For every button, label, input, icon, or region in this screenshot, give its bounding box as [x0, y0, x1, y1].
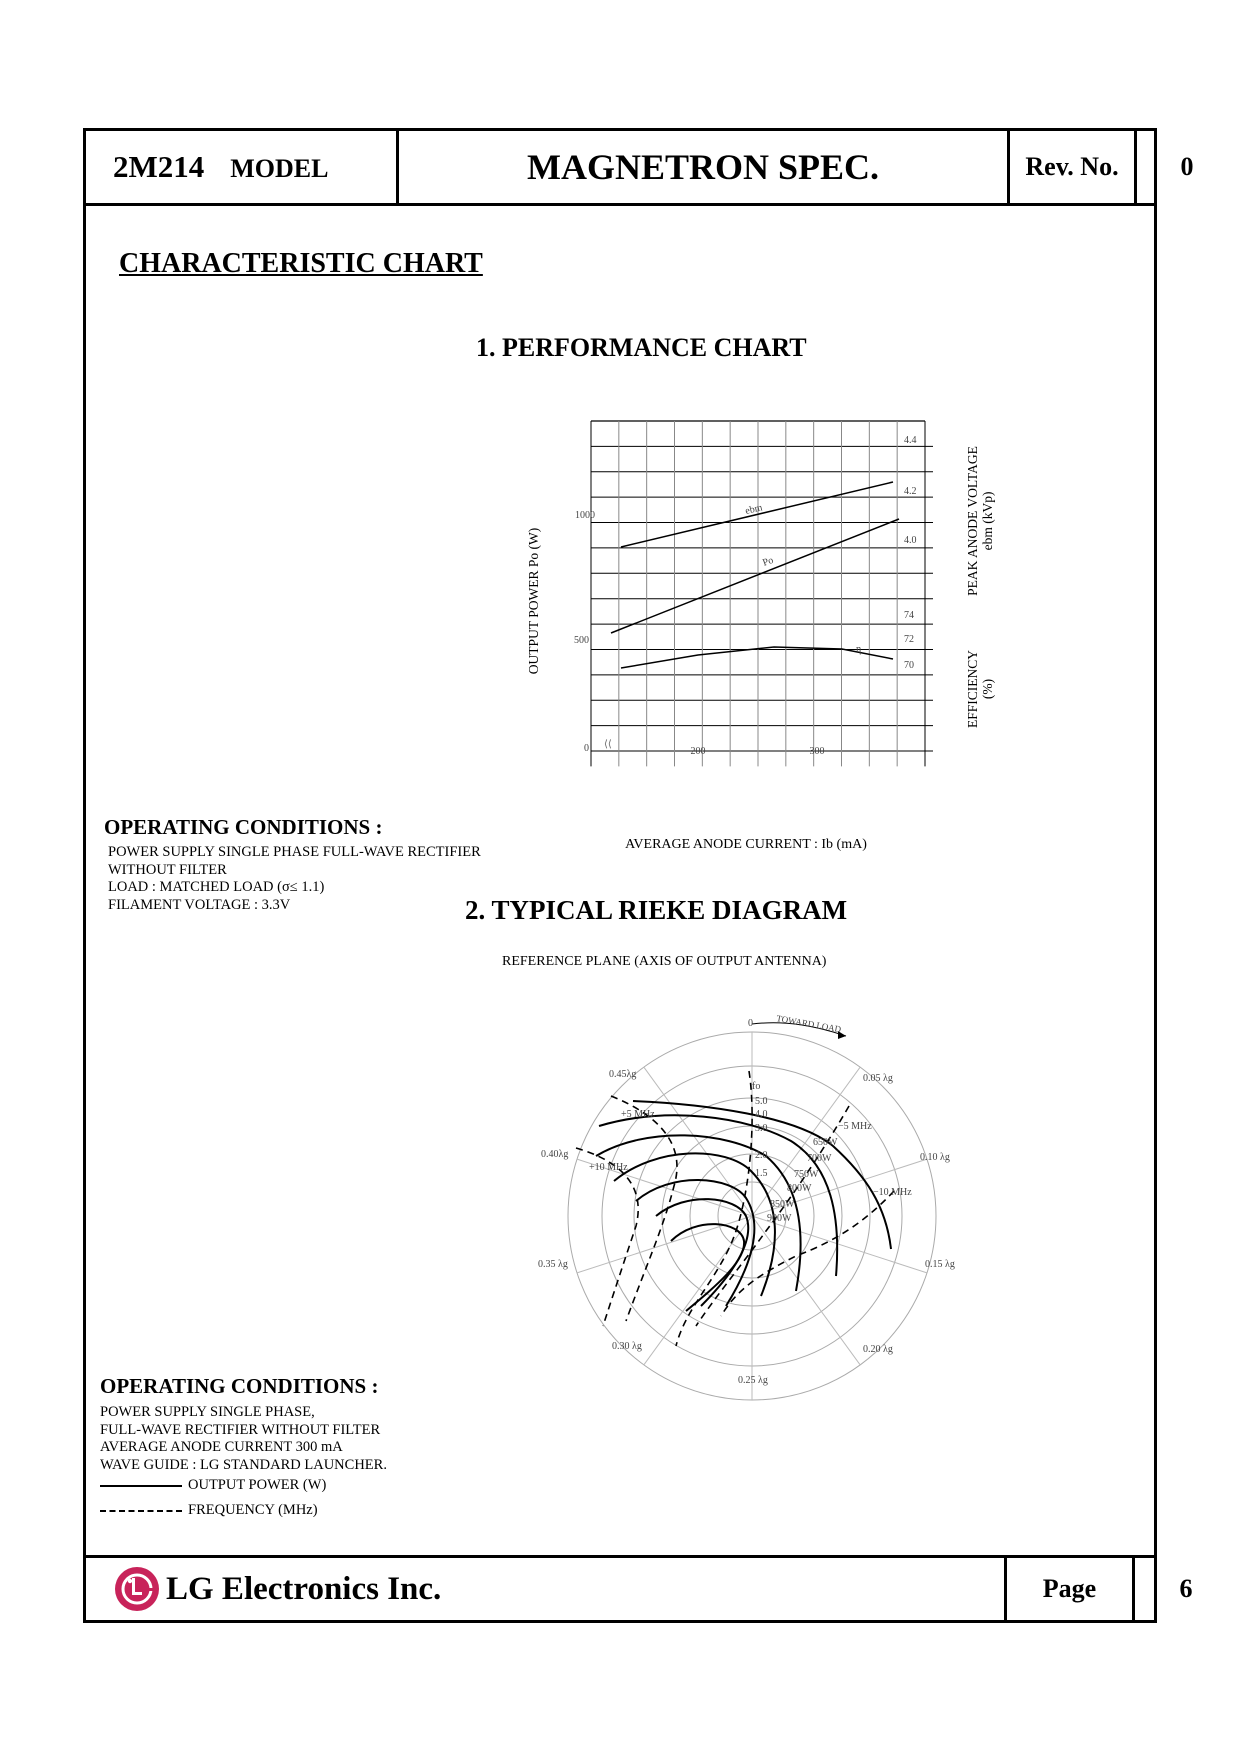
vswr-label: 5.0: [755, 1096, 768, 1107]
model-number: 2M214: [113, 149, 205, 184]
x-tick: 200: [690, 746, 706, 757]
rieke-top-zero: 0: [748, 1018, 753, 1029]
company-name: LG Electronics Inc.: [166, 1570, 442, 1607]
vswr-label: 4.0: [755, 1109, 768, 1120]
rev-value: 0: [1180, 152, 1194, 181]
section-title: CHARACTERISTIC CHART: [119, 248, 483, 279]
freq-label: −5 MHz: [838, 1121, 872, 1132]
rev-label: Rev. No.: [1025, 152, 1119, 181]
header-bar: [86, 131, 1194, 206]
y-right-tick: 72: [904, 634, 914, 645]
page-number: 6: [1179, 1574, 1193, 1603]
wavelength-label-010: 0.10 λg: [920, 1152, 950, 1163]
freq-label: +5 MHz: [621, 1109, 655, 1120]
performance-grid: [591, 421, 933, 766]
series-efficiency-line: [621, 647, 893, 668]
rieke-reference: REFERENCE PLANE (AXIS OF OUTPUT ANTENNA): [502, 954, 827, 969]
vswr-label: 2.0: [755, 1150, 768, 1161]
y-right-top-label-1: PEAK ANODE VOLTAGE: [965, 446, 980, 596]
y-right-tick: 4.4: [904, 435, 917, 446]
op2-lines: [100, 1404, 387, 1474]
op1-title: OPERATING CONDITIONS :: [104, 815, 383, 839]
page-value-cell: [1135, 1558, 1237, 1620]
op1-lines: [108, 844, 481, 914]
company-cell: [114, 1558, 714, 1620]
series-po-line: [611, 519, 899, 633]
doc-title: MAGNETRON SPEC.: [526, 147, 880, 187]
rieke-heading: 2. TYPICAL RIEKE DIAGRAM: [465, 895, 848, 925]
x-tick: 300: [809, 746, 825, 757]
y-left-axis-label: OUTPUT POWER Po (W): [526, 527, 541, 675]
axis-break-mark: ⟨⟨: [604, 739, 612, 750]
op1-line: LOAD : MATCHED LOAD (σ≤ 1.1): [108, 879, 325, 895]
legend-solid-line: [100, 1485, 182, 1487]
legend-dashed-line: [100, 1510, 182, 1512]
performance-heading: 1. PERFORMANCE CHART: [476, 333, 807, 362]
vswr-label: 1.5: [755, 1168, 768, 1179]
wavelength-label-040: 0.40λg: [541, 1149, 569, 1160]
x-origin-tick: 0: [584, 743, 589, 754]
legend-output-power: [100, 1477, 326, 1495]
x-axis-label: AVERAGE ANODE CURRENT : Ib (mA): [625, 837, 867, 852]
power-label: 700W: [807, 1153, 832, 1164]
op2-line: FULL-WAVE RECTIFIER WITHOUT FILTER: [100, 1421, 381, 1438]
y-left-tick: 500: [574, 635, 589, 646]
y-right-tick: 70: [904, 660, 914, 671]
rev-value-cell: [1137, 131, 1237, 203]
freq-contour-plus5: [611, 1096, 677, 1321]
power-label: 850W: [770, 1199, 795, 1210]
title-cell: [399, 131, 1007, 203]
series-efficiency-label: η: [856, 644, 862, 655]
y-right-bottom-label-2: (%): [980, 678, 995, 700]
y-right-bottom-label-1: EFFICIENCY: [965, 649, 980, 729]
legend-frequency: [100, 1502, 318, 1520]
vswr-label: fo: [752, 1081, 761, 1092]
power-label: 900W: [767, 1213, 792, 1224]
rev-label-cell: [1010, 131, 1134, 203]
performance-chart: [426, 371, 1046, 861]
op1-line: WITHOUT FILTER: [108, 861, 227, 878]
vswr-label: 3.0: [755, 1123, 768, 1134]
legend-solid-label: OUTPUT POWER (W): [188, 1477, 327, 1493]
wavelength-label-020: 0.20 λg: [863, 1344, 893, 1355]
freq-label: +10 MHz: [589, 1162, 628, 1173]
freq-contour-plus10: [576, 1148, 638, 1326]
model-cell: [113, 131, 383, 203]
y-right-top-label-2: ebm (kVp): [980, 491, 995, 551]
op2-line: POWER SUPPLY SINGLE PHASE,: [100, 1404, 315, 1420]
power-label: 800W: [787, 1183, 812, 1194]
spec-sheet-frame: [83, 128, 1194, 1623]
wavelength-label-030: 0.30 λg: [612, 1341, 642, 1352]
op1-line: FILAMENT VOLTAGE : 3.3V: [108, 896, 291, 913]
wavelength-label-045: 0.45λg: [609, 1069, 637, 1080]
wavelength-label-035: 0.35 λg: [538, 1259, 568, 1270]
series-ebm-label: ebm: [744, 502, 764, 517]
op2-line: AVERAGE ANODE CURRENT 300 mA: [100, 1439, 343, 1455]
y-right-tick: 74: [904, 610, 914, 621]
rieke-diagram: [446, 986, 1006, 1406]
power-label: 750W: [794, 1169, 819, 1180]
lg-logo-icon: [114, 1566, 160, 1612]
page-label-cell: [1007, 1558, 1132, 1620]
wavelength-label-005: 0.05 λg: [863, 1073, 893, 1084]
series-po-label: Po: [761, 554, 775, 569]
wavelength-label-025: 0.25 λg: [738, 1375, 768, 1386]
freq-label: −10 MHz: [873, 1187, 912, 1198]
rieke-spoke: [752, 1216, 927, 1273]
y-right-tick: 4.0: [904, 535, 917, 546]
wavelength-label-015: 0.15 λg: [925, 1259, 955, 1270]
power-label: 650W: [813, 1137, 838, 1148]
model-label: MODEL: [230, 154, 329, 183]
y-right-tick: 4.2: [904, 486, 917, 497]
y-left-tick: 1000: [575, 510, 595, 521]
legend-dashed-label: FREQUENCY (MHz): [188, 1502, 318, 1518]
toward-load-label: TOWARD LOAD: [775, 1013, 842, 1035]
power-contour-800: [614, 1153, 775, 1296]
op2-line: WAVE GUIDE : LG STANDARD LAUNCHER.: [100, 1456, 387, 1473]
page-label: Page: [1042, 1574, 1097, 1603]
op2-title: OPERATING CONDITIONS :: [100, 1374, 379, 1398]
op1-line: POWER SUPPLY SINGLE PHASE FULL-WAVE RECTIFIER: [108, 844, 481, 860]
footer-bar: [86, 1555, 1193, 1620]
